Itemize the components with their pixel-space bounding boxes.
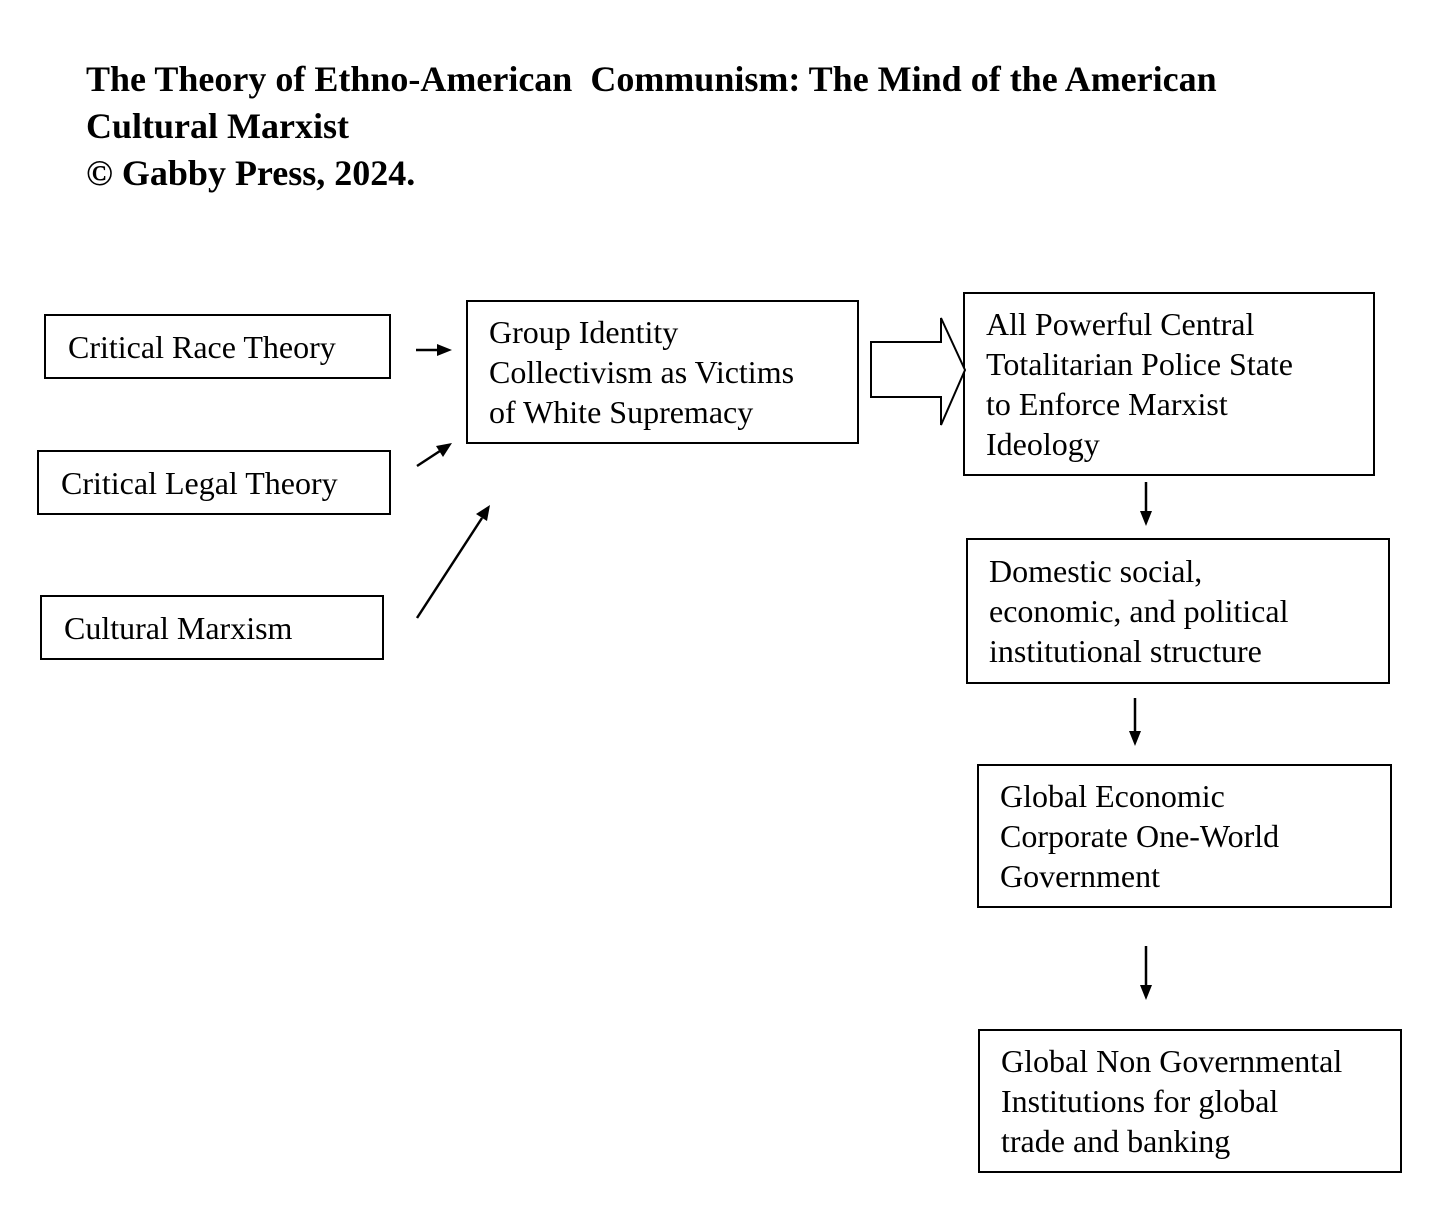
arrow-cultural-marxism-to-group-identity — [417, 505, 490, 618]
node-label-line: Corporate One-World — [1000, 818, 1280, 854]
node-police-state — [963, 292, 1375, 476]
node-global-ngos — [978, 1029, 1402, 1173]
node-label-line: Group Identity — [489, 314, 679, 350]
node-label: Critical Race Theory — [68, 328, 336, 365]
node-domestic-structure — [966, 538, 1390, 684]
diagram-title — [86, 56, 1406, 197]
node-label-line: economic, and political — [989, 593, 1289, 629]
arrow-one-world-to-ngos — [1140, 946, 1152, 1000]
node-label-line: Ideology — [986, 426, 1100, 462]
node-label-line: of White Supremacy — [489, 394, 754, 430]
title-line-1: The Theory of Ethno-American Communism: The Mind of the American — [86, 59, 1217, 99]
node-label-line: Collectivism as Victims — [489, 354, 795, 390]
node-label: Critical Legal Theory — [61, 464, 338, 501]
arrow-police-state-to-domestic — [1140, 482, 1152, 526]
node-label-line: Government — [1000, 858, 1160, 894]
node-label-line: Global Economic — [1000, 778, 1225, 814]
node-label-line: Domestic social, — [989, 553, 1203, 589]
node-label-line: All Powerful Central — [986, 306, 1255, 342]
node-label: Cultural Marxism — [64, 609, 293, 646]
node-label-line: trade and banking — [1001, 1123, 1231, 1159]
node-label-line: Institutions for global — [1001, 1083, 1279, 1119]
title-line-2: Cultural Marxist — [86, 106, 349, 146]
node-one-world-government — [977, 764, 1392, 908]
node-label-line: to Enforce Marxist — [986, 386, 1228, 422]
node-critical-legal-theory — [37, 450, 391, 515]
arrow-domestic-to-one-world — [1129, 698, 1141, 746]
node-critical-race-theory — [44, 314, 391, 379]
node-label-line: Global Non Governmental — [1001, 1043, 1343, 1079]
copyright-line: © Gabby Press, 2024. — [86, 153, 416, 193]
node-label-line: institutional structure — [989, 633, 1262, 669]
block-arrow-group-identity-to-police-state — [871, 318, 965, 425]
node-label-line: Totalitarian Police State — [986, 346, 1293, 382]
node-cultural-marxism — [40, 595, 384, 660]
node-group-identity — [466, 300, 859, 444]
arrow-critical-race-to-group-identity — [416, 344, 452, 356]
arrow-critical-legal-to-group-identity — [417, 443, 452, 466]
